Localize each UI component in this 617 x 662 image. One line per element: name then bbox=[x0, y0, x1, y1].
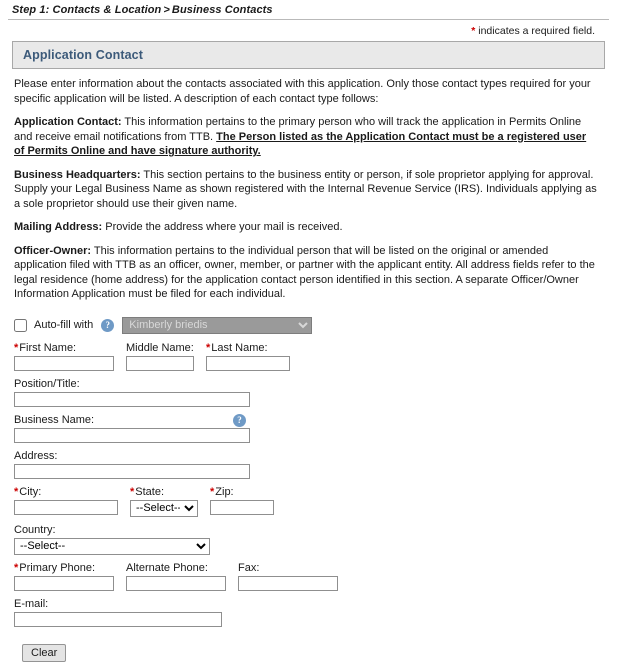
page-title: Application Contact bbox=[23, 48, 143, 62]
address-row bbox=[14, 450, 609, 479]
intro-paragraph-mailing-address bbox=[14, 220, 597, 235]
position-title-input[interactable] bbox=[14, 392, 250, 407]
section-header-application-contact bbox=[12, 41, 605, 69]
state-field-group bbox=[130, 486, 198, 517]
state-select[interactable] bbox=[130, 500, 198, 517]
position-title-field-group bbox=[14, 378, 250, 407]
clear-button[interactable]: Clear bbox=[22, 644, 66, 662]
primary-phone-label bbox=[14, 562, 114, 575]
middle-name-input[interactable] bbox=[126, 356, 194, 371]
help-icon[interactable]: ? bbox=[101, 319, 114, 332]
business-name-field-group bbox=[14, 414, 250, 443]
zip-label-text: Zip: bbox=[215, 485, 234, 498]
autofill-label: Auto-fill with bbox=[34, 319, 94, 332]
fax-field-group bbox=[238, 562, 338, 591]
breadcrumb bbox=[8, 0, 609, 20]
business-name-input[interactable] bbox=[14, 428, 250, 443]
country-select[interactable] bbox=[14, 538, 210, 555]
state-label bbox=[130, 486, 198, 499]
first-name-label-text: First Name: bbox=[19, 341, 77, 354]
phone-row bbox=[14, 562, 609, 591]
label-application-contact: Application Contact: bbox=[14, 116, 122, 129]
city-label-text: City: bbox=[19, 485, 42, 498]
text-mailing-address: Provide the address where your mail is received. bbox=[102, 221, 343, 234]
middle-name-label: Middle Name: bbox=[126, 341, 194, 354]
breadcrumb-separator: > bbox=[163, 4, 170, 16]
primary-phone-field-group bbox=[14, 562, 114, 591]
text-application-contact-emphasis: The Person listed as the Application Contact must be a registered user of Permits Online and have signature authority. bbox=[14, 130, 587, 158]
intro-text-block bbox=[8, 69, 609, 302]
first-name-input[interactable] bbox=[14, 356, 114, 371]
label-mailing-address: Mailing Address: bbox=[14, 221, 103, 234]
business-name-label-text: Business Name: bbox=[14, 413, 95, 426]
alternate-phone-field-group bbox=[126, 562, 226, 591]
city-state-zip-row bbox=[14, 486, 609, 517]
text-application-contact: This information pertains to the primary person who will track the application in Permits Online and receive email notifications from TTB. bbox=[14, 116, 582, 143]
label-business-headquarters: Business Headquarters: bbox=[14, 168, 141, 181]
last-name-label-text: Last Name: bbox=[211, 341, 268, 354]
address-input[interactable] bbox=[14, 464, 250, 479]
country-label: Country: bbox=[14, 523, 56, 536]
city-label bbox=[14, 486, 118, 499]
position-title-label: Position/Title: bbox=[14, 377, 80, 390]
contact-form bbox=[8, 338, 609, 662]
primary-phone-input[interactable] bbox=[14, 576, 114, 591]
zip-required-star: * bbox=[210, 485, 215, 498]
intro-paragraph-officer-owner bbox=[14, 244, 597, 302]
help-icon[interactable]: ? bbox=[233, 414, 246, 427]
primary-phone-required-star: * bbox=[14, 561, 19, 574]
autofill-select[interactable] bbox=[122, 317, 312, 334]
primary-phone-label-text: Primary Phone: bbox=[19, 561, 96, 574]
first-name-required-star: * bbox=[14, 341, 19, 354]
country-field-group bbox=[14, 524, 210, 555]
last-name-required-star: * bbox=[206, 341, 211, 354]
address-label: Address: bbox=[14, 449, 58, 462]
autofill-checkbox[interactable] bbox=[14, 319, 27, 332]
name-row bbox=[14, 342, 609, 371]
email-label: E-mail: bbox=[14, 597, 49, 610]
breadcrumb-step[interactable]: Step 1: Contacts & Location bbox=[12, 4, 162, 16]
city-field-group bbox=[14, 486, 118, 515]
position-title-row bbox=[14, 378, 609, 407]
country-row bbox=[14, 524, 609, 555]
fax-input[interactable] bbox=[238, 576, 338, 591]
first-name-label bbox=[14, 342, 114, 355]
required-note-text: indicates a required field. bbox=[475, 25, 595, 37]
state-required-star: * bbox=[130, 485, 135, 498]
last-name-label bbox=[206, 342, 290, 355]
business-name-row bbox=[14, 414, 609, 443]
intro-paragraph-1: Please enter information about the contacts associated with this application. Only those contact types required for your specific application will be listed. A description of each contact type follows: bbox=[14, 78, 591, 105]
intro-paragraph-application-contact bbox=[14, 115, 597, 159]
last-name-input[interactable] bbox=[206, 356, 290, 371]
intro-paragraph-business-headquarters bbox=[14, 168, 597, 212]
required-star: * bbox=[471, 25, 476, 37]
city-required-star: * bbox=[14, 485, 19, 498]
zip-label bbox=[210, 486, 274, 499]
text-officer-owner: This information pertains to the individual person that will be listed on the original or amended application filed with TTB as an officer, owner, member, or partner with the applicant entity. All address fields refer to the legal residence (home address) for the application contact person identified in this section. A separate Officer/Owner Information Application must be filed for each individual. bbox=[14, 244, 595, 301]
business-name-label bbox=[14, 414, 250, 427]
text-business-headquarters: This section pertains to the business entity or person, if sole proprietor applying for approval. Supply your Legal Business Name as shown registered with the Internal Revenue Service (IRS). Individuals applying as a sole proprietor should use their given name. bbox=[14, 168, 597, 210]
zip-input[interactable] bbox=[210, 500, 274, 515]
breadcrumb-current: Business Contacts bbox=[171, 4, 273, 16]
autofill-row bbox=[8, 311, 609, 338]
first-name-field-group bbox=[14, 342, 114, 371]
alternate-phone-label: Alternate Phone: bbox=[126, 561, 208, 574]
email-row bbox=[14, 598, 609, 627]
email-field-group bbox=[14, 598, 222, 627]
email-field[interactable] bbox=[14, 612, 222, 627]
label-officer-owner: Officer-Owner: bbox=[14, 244, 92, 257]
last-name-field-group bbox=[206, 342, 290, 371]
address-field-group bbox=[14, 450, 250, 479]
state-label-text: State: bbox=[135, 485, 165, 498]
alternate-phone-input[interactable] bbox=[126, 576, 226, 591]
fax-label: Fax: bbox=[238, 561, 260, 574]
zip-field-group bbox=[210, 486, 274, 515]
city-input[interactable] bbox=[14, 500, 118, 515]
required-field-note bbox=[8, 20, 609, 41]
middle-name-field-group bbox=[126, 342, 194, 371]
